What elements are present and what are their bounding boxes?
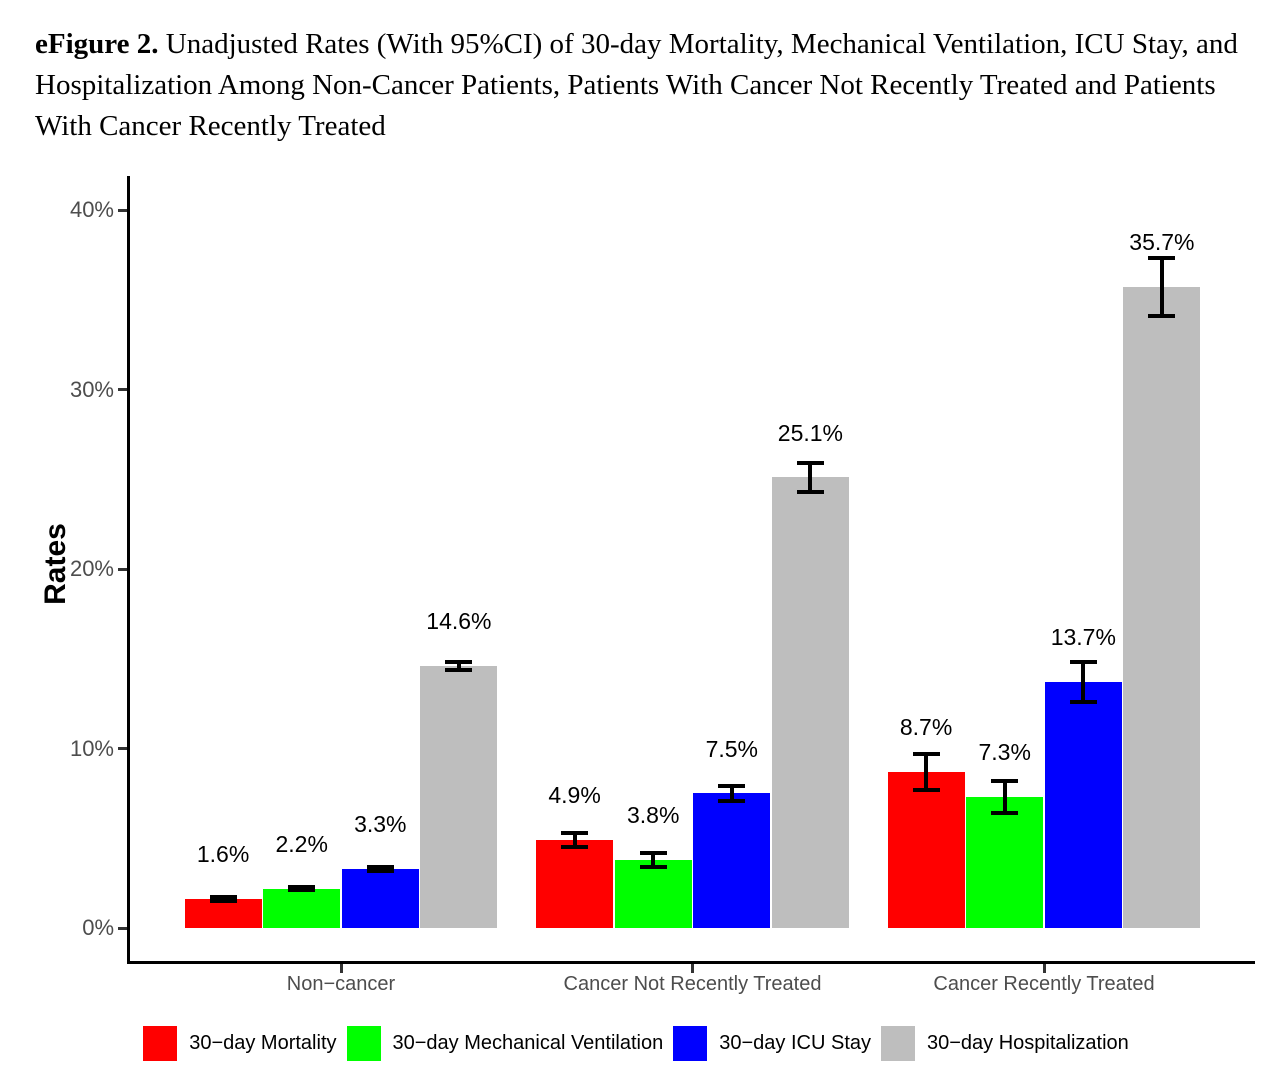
legend [0, 1026, 1272, 1061]
error-bar-cap-top [1070, 660, 1097, 664]
y-tick [118, 747, 127, 750]
y-tick-label: 0% [82, 915, 114, 940]
legend-item [347, 1026, 664, 1061]
bar [420, 666, 497, 928]
value-label: 3.8% [626, 801, 680, 828]
error-bar-line [1003, 781, 1007, 813]
x-axis-line [127, 961, 1255, 964]
legend-swatch [881, 1026, 915, 1061]
error-bar-line [1081, 662, 1085, 701]
error-bar-cap-bottom [991, 811, 1018, 815]
error-bar-cap-bottom [640, 865, 667, 869]
value-label: 13.7% [1050, 624, 1116, 651]
legend-item [881, 1026, 1129, 1061]
legend-item [143, 1026, 336, 1061]
bar [536, 840, 613, 928]
value-label: 2.2% [275, 830, 328, 857]
y-tick-label: 10% [69, 735, 114, 761]
value-label: 1.6% [196, 841, 250, 868]
figure-title-number: eFigure 2. [35, 28, 159, 60]
x-axis-label: Cancer Recently Treated [933, 973, 1155, 995]
error-bar-cap-bottom [718, 799, 745, 803]
error-bar-cap-bottom [445, 668, 472, 672]
legend-swatch [673, 1026, 707, 1061]
y-axis-line [127, 176, 130, 964]
value-label: 25.1% [777, 419, 843, 446]
value-label: 3.3% [354, 810, 407, 837]
error-bar-cap-bottom [1148, 314, 1175, 318]
error-bar-cap-bottom [210, 899, 237, 903]
y-tick [118, 568, 127, 571]
x-axis-label: Cancer Not Recently Treated [563, 973, 822, 995]
bar [263, 889, 340, 928]
legend-swatch [347, 1026, 381, 1061]
y-tick [118, 927, 127, 930]
legend-item [673, 1026, 871, 1061]
bar [772, 477, 849, 928]
error-bar-cap-bottom [367, 869, 394, 873]
error-bar-cap-top [991, 779, 1018, 783]
bar [342, 869, 419, 928]
error-bar-line [808, 463, 812, 492]
error-bar-cap-top [718, 784, 745, 788]
y-tick [118, 209, 127, 212]
error-bar-line [924, 754, 928, 790]
bar [185, 899, 262, 928]
y-axis-title: Rates [39, 523, 72, 605]
figure-title-text: Unadjusted Rates (With 95%CI) of 30-day Mortality, Mechanical Ventilation, ICU Stay, and Hospitalization Among Non-Cancer Patients, Patients With Cancer Not Recently Treated and Patients With Cancer Recently Treated [35, 28, 1238, 142]
y-tick-label: 20% [69, 556, 114, 581]
bar [888, 772, 965, 928]
error-bar-cap-bottom [288, 888, 315, 892]
error-bar-cap-top [640, 851, 667, 855]
bar [1045, 682, 1122, 928]
value-label: 14.6% [426, 608, 492, 635]
error-bar-cap-bottom [797, 490, 824, 494]
error-bar-cap-top [1148, 256, 1175, 260]
legend-swatch [143, 1026, 177, 1061]
value-label: 7.3% [978, 739, 1031, 766]
error-bar-cap-top [445, 660, 472, 664]
error-bar-cap-top [797, 461, 824, 465]
value-label: 7.5% [705, 735, 759, 762]
bar [1123, 287, 1200, 928]
error-bar-cap-top [561, 831, 588, 835]
error-bar-cap-bottom [561, 845, 588, 849]
value-label: 35.7% [1129, 229, 1195, 256]
value-label: 4.9% [548, 782, 601, 809]
value-label: 8.7% [899, 713, 953, 740]
error-bar-line [1160, 258, 1164, 315]
legend-label: 30−day Mechanical Ventilation [392, 1032, 664, 1054]
error-bar-cap-bottom [1070, 700, 1097, 704]
legend-label: 30−day Mortality [189, 1032, 337, 1054]
y-tick-label: 30% [69, 376, 114, 402]
bar [966, 797, 1043, 928]
bar [693, 793, 770, 928]
x-axis-label: Non−cancer [286, 973, 396, 995]
error-bar-cap-bottom [913, 788, 940, 792]
y-tick [118, 388, 127, 391]
bar [615, 860, 692, 928]
legend-label: 30−day ICU Stay [719, 1032, 871, 1054]
legend-label: 30−day Hospitalization [927, 1032, 1129, 1054]
y-tick-label: 40% [69, 197, 114, 222]
figure-title [35, 24, 1240, 147]
